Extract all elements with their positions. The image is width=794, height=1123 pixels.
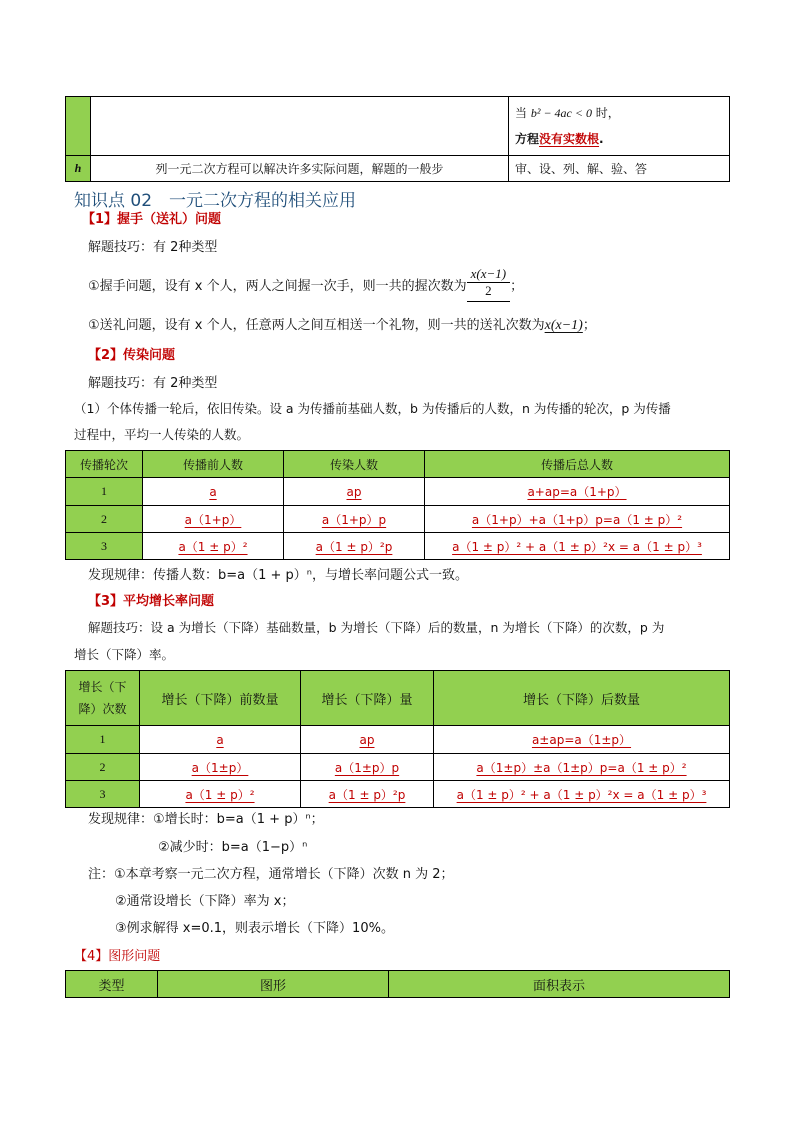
s2-heading: 【2】传染问题: [88, 348, 176, 363]
fraction-numerator: x(x−1): [470, 266, 507, 281]
s2-finding: 发现规律：传播人数：b=a（1 + p）ⁿ，与增长率问题公式一致。: [88, 568, 468, 583]
s4-heading: 【4】图形问题: [74, 949, 161, 964]
cell-before: a: [143, 478, 284, 506]
growth-header-count-line2: 降）次数: [78, 702, 127, 716]
infection-header-after: 传播后总人数: [425, 451, 730, 478]
s3-finding1: 发现规律：①增长时：b=a（1 + p）ⁿ；: [88, 812, 324, 827]
cell-after: a+ap=a（1+p）: [425, 478, 730, 506]
s1-item1-end: ；: [510, 278, 524, 294]
s2-para-line2: 过程中，平均一人传染的人数。: [74, 427, 250, 442]
growth-header-amount: 增长（下降）量: [301, 671, 434, 726]
table-row: [66, 781, 730, 808]
cell-before: a（1 ± p）²: [143, 533, 284, 560]
s2-tip: 解题技巧：有 2种类型: [88, 376, 218, 391]
discriminant-cell: [509, 97, 730, 156]
result-suffix: .: [599, 132, 604, 146]
table-row: [66, 533, 730, 560]
table-row: [66, 478, 730, 506]
row-index: 2: [66, 754, 140, 781]
cell-after: a（1±p）±a（1±p）p=a（1 ± p）²: [434, 754, 730, 781]
s1-item2-end: ；: [582, 318, 596, 333]
top-summary-table: [65, 96, 730, 182]
row-index: 3: [66, 533, 143, 560]
discriminant-condition: [515, 100, 729, 126]
table-row: [66, 726, 730, 754]
section-title: 知识点 02 一元二次方程的相关应用: [74, 191, 357, 211]
result-prefix: 方程: [515, 132, 540, 146]
s1-item2: [88, 314, 596, 334]
table-row: [66, 506, 730, 533]
infection-table: [65, 450, 730, 560]
cell-before: a（1 ± p）²: [140, 781, 301, 808]
cell-before: a: [140, 726, 301, 754]
s1-heading: 【1】握手（送礼）问题: [82, 212, 222, 227]
cell-before: a（1+p）: [143, 506, 284, 533]
s3-note1: 注：①本章考察一元二次方程，通常增长（下降）次数 n 为 2；: [88, 867, 454, 882]
growth-header-count: [66, 671, 140, 726]
row-label-h: h: [66, 156, 91, 182]
top-table-empty-cell: [91, 97, 509, 156]
s1-tip: 解题技巧：有 2种类型: [88, 240, 218, 255]
cell-after: a（1 ± p）² + a（1 ± p）²x = a（1 ± p）³: [425, 533, 730, 560]
row-index: 1: [66, 478, 143, 506]
growth-header-count-line1: 增长（下: [78, 680, 127, 694]
cell-amount: ap: [301, 726, 434, 754]
infection-header-before: 传播前人数: [143, 451, 284, 478]
growth-rate-table: [65, 670, 730, 808]
discriminant-result: [515, 126, 729, 152]
cell-infected: ap: [284, 478, 425, 506]
s3-finding2: ②减少时：b=a（1−p）ⁿ: [158, 840, 308, 855]
cell-after: a±ap=a（1±p）: [434, 726, 730, 754]
s3-note2: ②通常设增长（下降）率为 x；: [115, 894, 295, 909]
s1-item1: [88, 264, 523, 304]
cell-amount: a（1±p）p: [301, 754, 434, 781]
infection-header-infected: 传染人数: [284, 451, 425, 478]
s3-para-line1: 解题技巧：设 a 为增长（下降）基础数量，b 为增长（下降）后的数量，n 为增长（下降）的次数，p 为: [88, 620, 665, 635]
table-row: [66, 754, 730, 781]
fraction-denominator: 2: [467, 282, 510, 299]
condition-suffix: 时，: [595, 106, 620, 120]
top-table-green-cell: [66, 97, 91, 156]
handshake-fraction: [467, 266, 510, 302]
cell-after: a（1+p）+a（1+p）p=a（1 ± p）²: [425, 506, 730, 533]
cell-before: a（1±p）: [140, 754, 301, 781]
row-index: 3: [66, 781, 140, 808]
row-index: 1: [66, 726, 140, 754]
s2-para-line1: （1）个体传播一轮后，依旧传染。设 a 为传播前基础人数，b 为传播后的人数，n 为传播的轮次，p 为传播: [74, 401, 671, 416]
s3-heading: 【3】平均增长率问题: [88, 594, 215, 609]
solving-steps: 审、设、列、解、验、答: [509, 156, 730, 182]
growth-header-after: 增长（下降）后数量: [434, 671, 730, 726]
gift-answer: x(x−1): [544, 318, 583, 333]
cell-after: a（1 ± p）² + a（1 ± p）²x = a（1 ± p）³: [434, 781, 730, 808]
condition-prefix: 当: [515, 106, 528, 120]
condition-math: b² − 4ac < 0: [530, 106, 592, 120]
infection-header-round: 传播轮次: [66, 451, 143, 478]
cell-infected: a（1+p）p: [284, 506, 425, 533]
cell-infected: a（1 ± p）²p: [284, 533, 425, 560]
s3-para-line2: 增长（下降）率。: [74, 647, 175, 662]
application-text: 列一元二次方程可以解决许多实际问题，解题的一般步: [91, 156, 509, 182]
growth-header-before: 增长（下降）前数量: [140, 671, 301, 726]
geometry-table: [65, 970, 730, 998]
result-answer: 没有实数根: [539, 132, 600, 146]
geometry-header-area: 面积表示: [389, 971, 730, 998]
s3-note3: ③例求解得 x=0.1，则表示增长（下降）10%。: [115, 921, 394, 936]
geometry-header-type: 类型: [66, 971, 158, 998]
geometry-header-figure: 图形: [158, 971, 389, 998]
cell-amount: a（1 ± p）²p: [301, 781, 434, 808]
s1-item2-text: ①送礼问题，设有 x 个人，任意两人之间互相送一个礼物，则一共的送礼次数为: [88, 318, 545, 333]
row-index: 2: [66, 506, 143, 533]
s1-item1-text: ①握手问题，设有 x 个人，两人之间握一次手，则一共的握次数为: [88, 278, 467, 294]
